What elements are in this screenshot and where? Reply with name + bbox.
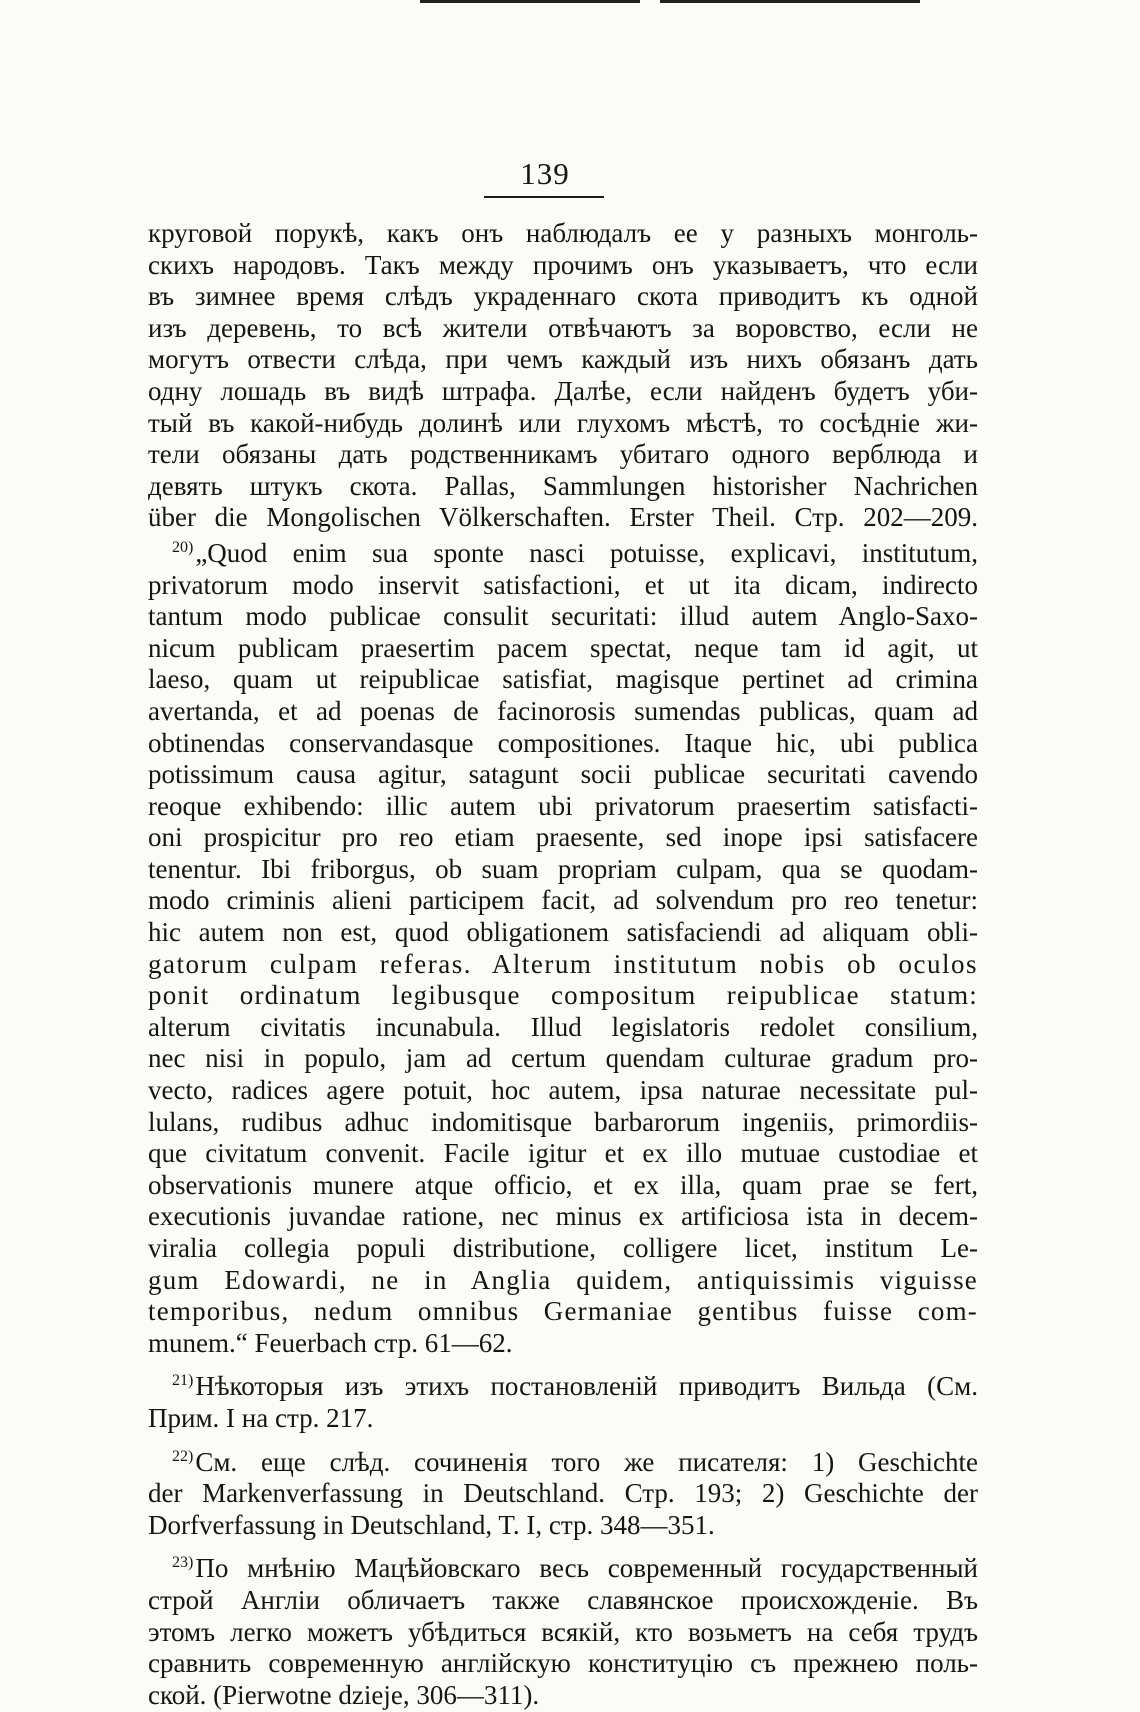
text-line: тели обязаны дать родственникамъ убитаго одного верблюда и: [148, 439, 978, 470]
text-line: gum Edowardi, ne in Anglia quidem, antiquissimis viguisse: [148, 1264, 978, 1295]
text-line: одну лошадь въ видѣ штрафа. Далѣе, если найденъ будетъ уби-: [148, 375, 978, 406]
text-line: [148, 1371, 978, 1403]
text-line: viralia collegia populi distributione, colligere licet, institum Le-: [148, 1233, 978, 1263]
text-line: этомъ легко можетъ убѣдиться всякій, кто возьметъ на себя трудъ: [148, 1616, 978, 1647]
text-line: сравнить современную англійскую конституцію съ прежнею поль-: [148, 1648, 978, 1679]
text-line: [148, 538, 978, 570]
text-line: Прим. I на стр. 217.: [148, 1402, 374, 1433]
footnote-21: [148, 1371, 978, 1434]
text-line: tenentur. Ibi friborgus, ob suam propriam culpam, qua se quodam-: [148, 853, 978, 884]
text-line: modo criminis alieni participem facit, ad solvendum pro reo tenetur:: [148, 885, 978, 916]
footnote-number: 20): [172, 538, 194, 556]
text-line: observationis munere atque officio, et ex illa, quam prae se fert,: [148, 1169, 978, 1200]
text-line: vecto, radices agere potuit, hoc autem, ipsa naturae necessitate pul-: [148, 1075, 978, 1106]
text-line: девять штукъ скота. Pallas, Sammlungen historisher Nachrichen: [148, 470, 978, 501]
text-line: могутъ отвести слѣда, при чемъ каждый изъ нихъ обязанъ дать: [148, 344, 978, 375]
text-line: въ зимнее время слѣдъ украденнаго скота приводитъ къ одной: [148, 281, 978, 312]
page-body: [148, 218, 978, 1711]
text-line: ской. (Pierwotne dzieje, 306—311).: [148, 1679, 540, 1710]
text-line: munem.“ Feuerbach стр. 61—62.: [148, 1327, 513, 1358]
text-line: [148, 1447, 978, 1479]
footnote-number: 21): [172, 1372, 194, 1390]
text-line: reoque exhibendo: illic autem ubi privatorum praesertim satisfacti-: [148, 790, 978, 821]
text-line: круговой порукѣ, какъ онъ наблюдалъ ее у разныхъ монголь-: [148, 218, 978, 248]
top-scan-rule: [0, 0, 1140, 3]
text-line-content: По мнѣнію Мацѣйовскаго весь современный государственный: [195, 1553, 978, 1584]
text-line: lulans, rudibus adhuc indomitisque barbarorum ingeniis, primordiis-: [148, 1106, 978, 1137]
text-line: строй Англіи обличаетъ также славянское происхожденіе. Въ: [148, 1584, 978, 1615]
text-line: über die Mongolischen Völkerschaften. Erster Theil. Стр. 202—209.: [148, 502, 978, 533]
text-line: alterum civitatis incunabula. Illud legislatoris redolet consilium,: [148, 1011, 978, 1042]
text-line: avertanda, et ad poenas de facinorosis sumendas publicas, quam ad: [148, 695, 978, 726]
text-line: der Markenverfassung in Deutschland. Стр. 193; 2) Geschichte der: [148, 1478, 978, 1509]
page-number: 139: [520, 156, 570, 191]
text-line: executionis juvandae ratione, nec minus ex artificiosa ista in decem-: [148, 1201, 978, 1232]
footnote-23: [148, 1553, 978, 1711]
text-line: temporibus, nedum omnibus Germaniae gentibus fuisse com-: [148, 1296, 978, 1327]
text-line: tantum modo publicae consulit securitati: illud autem Anglo-Saxo-: [148, 601, 978, 632]
text-line-content: Нѣкоторыя изъ этихъ постановленій приводитъ Вильда (См.: [195, 1371, 978, 1402]
text-line: Dorfverfassung in Deutschland, T. I, стр. 348—351.: [148, 1509, 715, 1540]
text-line: oni prospicitur pro reo etiam praesente, sed inope ipsi satisfacere: [148, 822, 978, 853]
footnote-22: [148, 1447, 978, 1542]
text-line: obtinendas conservandasque compositiones. Itaque hic, ubi publica: [148, 727, 978, 758]
footnote-number: 22): [172, 1447, 194, 1465]
footnote-20: [148, 538, 978, 1359]
text-line: potissimum causa agitur, satagunt socii publicae securitati cavendo: [148, 759, 978, 790]
text-line: ponit ordinatum legibusque compositum reipublicae statum:: [148, 980, 978, 1011]
main-paragraph: [148, 218, 978, 534]
text-line: скихъ народовъ. Такъ между прочимъ онъ указываетъ, что если: [148, 249, 978, 280]
text-line: nicum publicam praesertim pacem spectat, neque tam id agit, ut: [148, 632, 978, 663]
page-number-rule: [484, 196, 604, 198]
text-line: privatorum modo inservit satisfactioni, et ut ita dicam, indirecto: [148, 569, 978, 600]
text-line: тый въ какой-нибудь долинѣ или глухомъ мѣстѣ, то сосѣдніе жи-: [148, 407, 978, 438]
text-line: que civitatum convenit. Facile igitur et ex illo mutuae custodiae et: [148, 1138, 978, 1169]
text-line: hic autem non est, quod obligationem satisfaciendi ad aliquam obli-: [148, 917, 978, 948]
text-line-content: „Quod enim sua sponte nasci potuisse, explicavi, institutum,: [195, 537, 978, 568]
text-line: nec nisi in populo, jam ad certum quendam culturae gradum pro-: [148, 1043, 978, 1074]
text-line: laeso, quam ut reipublicae satisfiat, magisque pertinet ad crimina: [148, 664, 978, 695]
text-line-content: См. еще слѣд. сочиненія того же писателя: 1) Geschichte: [195, 1446, 978, 1477]
text-line: изъ деревень, то всѣ жители отвѣчаютъ за воровство, если не: [148, 312, 978, 343]
footnote-number: 23): [172, 1554, 194, 1572]
text-line: gatorum culpam referas. Alterum institutum nobis ob oculos: [148, 948, 978, 979]
text-line: [148, 1553, 978, 1585]
